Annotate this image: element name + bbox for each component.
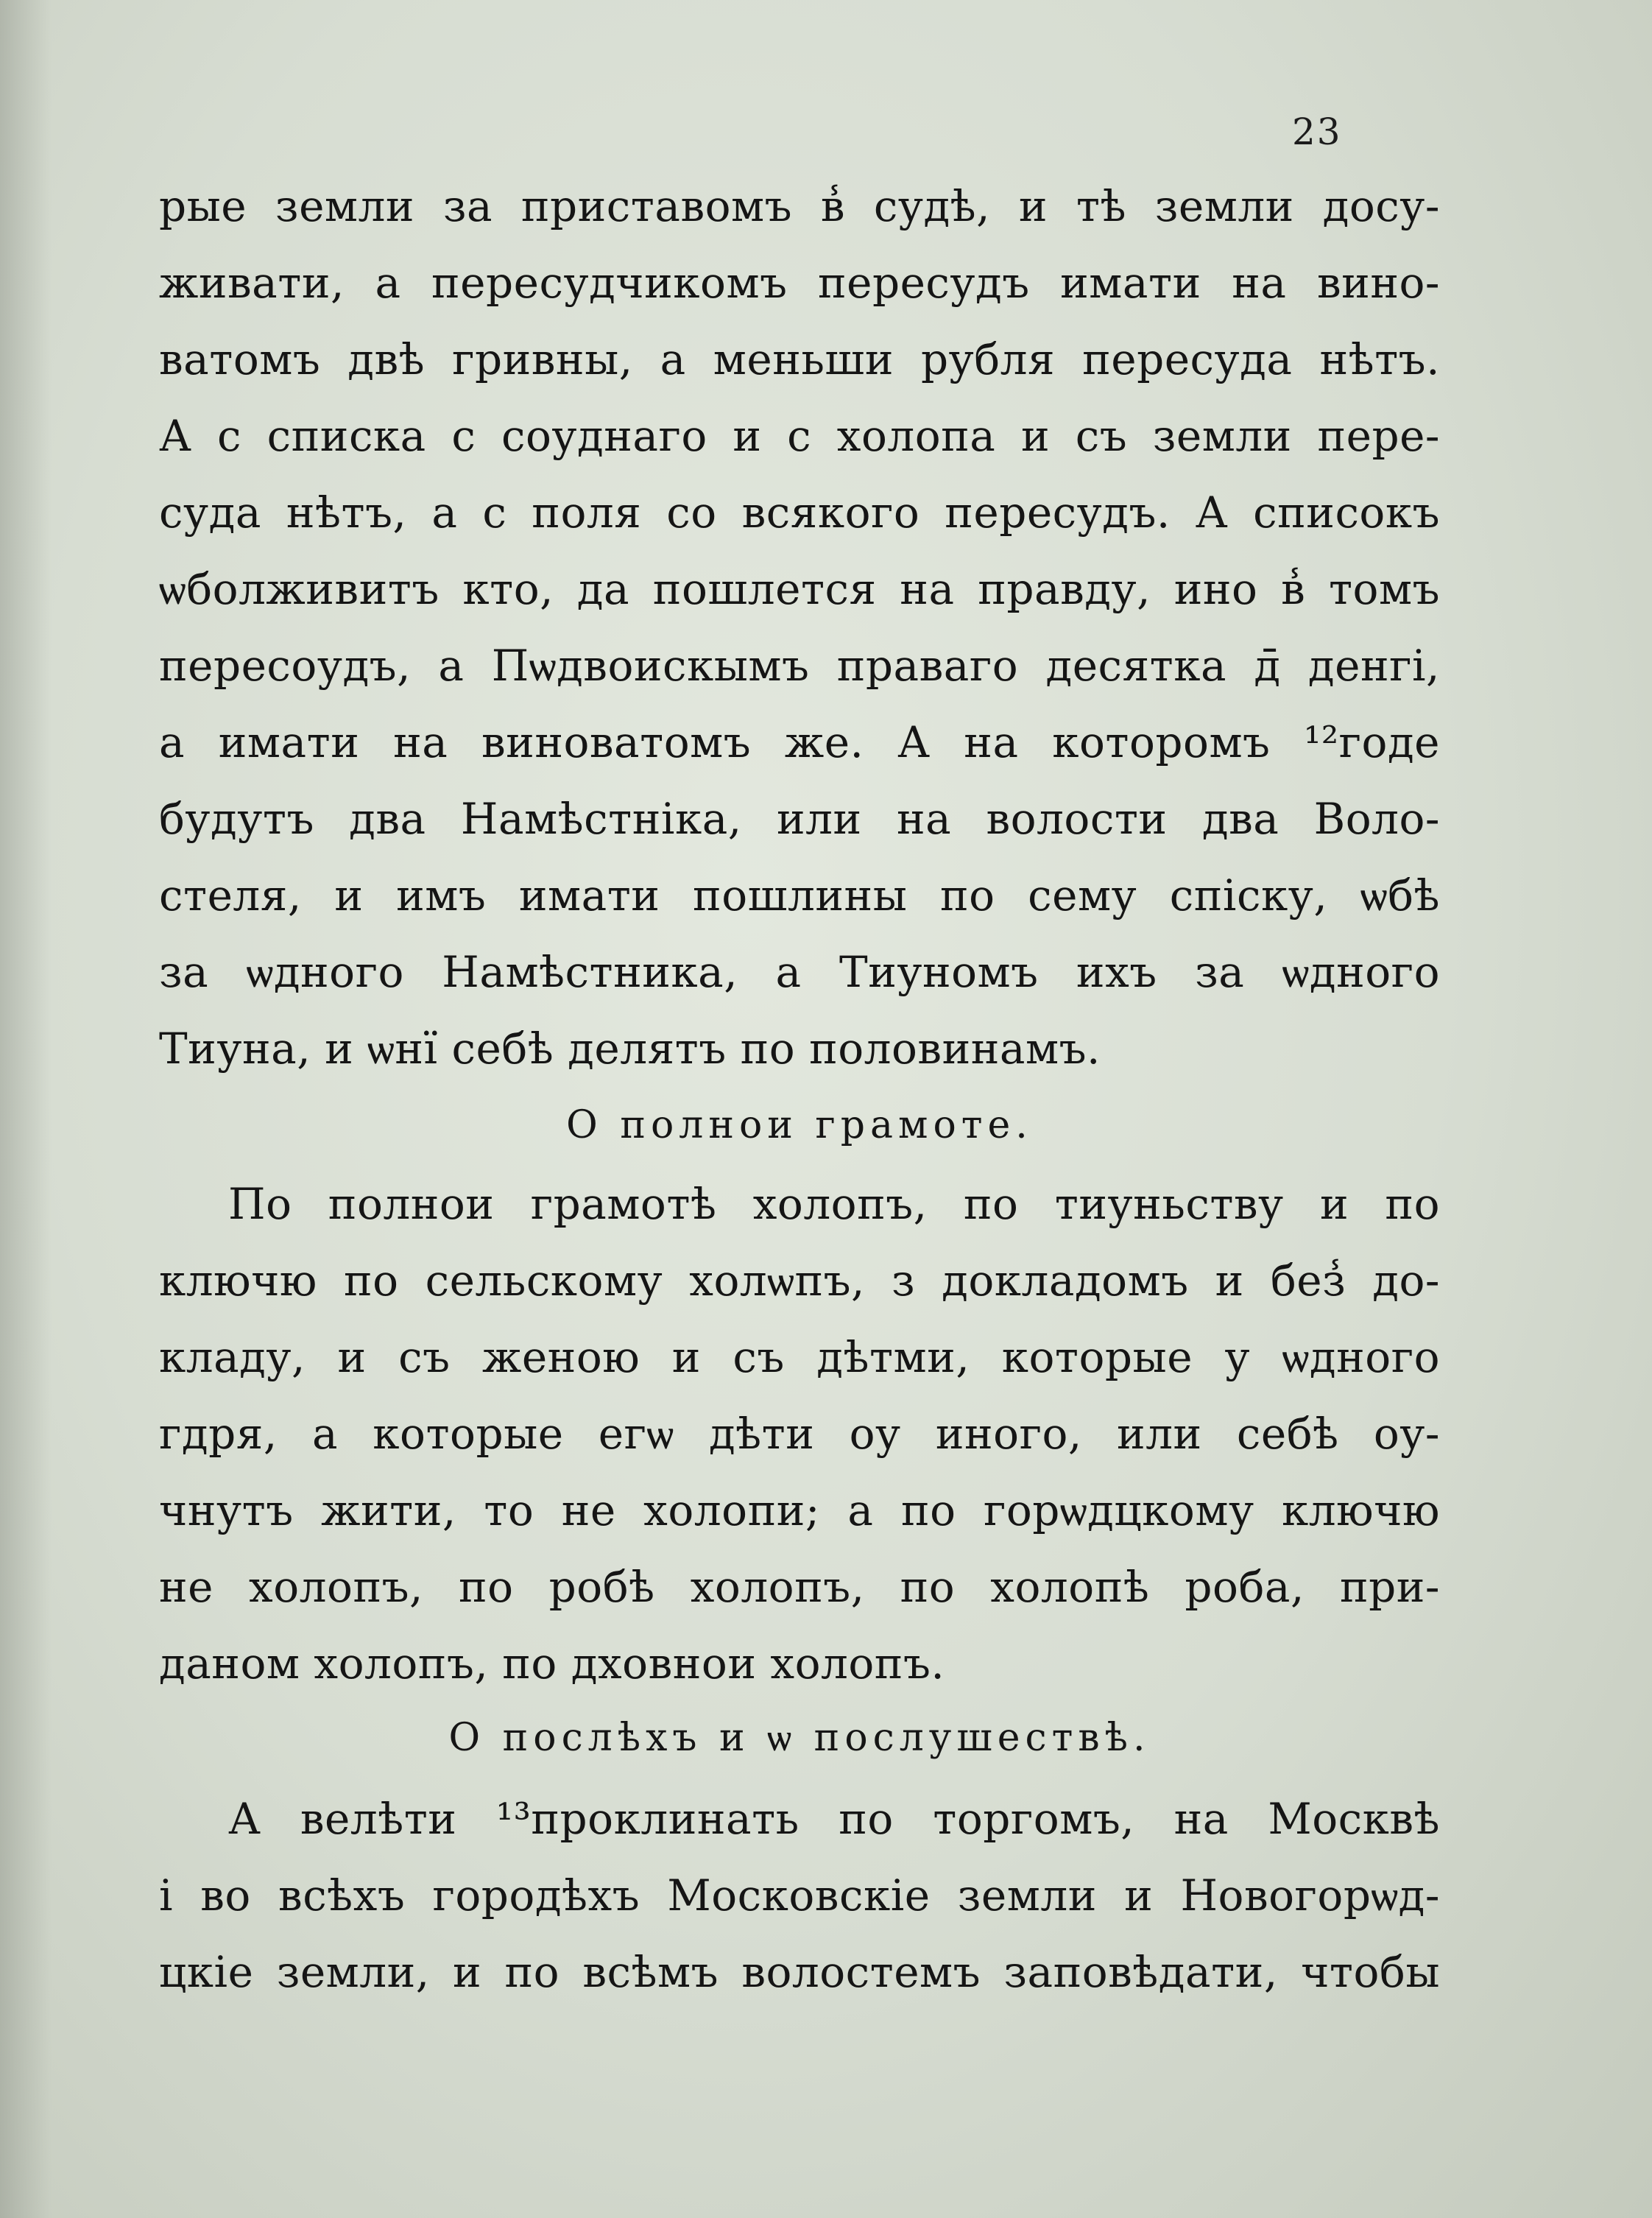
page-number: 23 (1292, 110, 1342, 153)
text-line: пересоудъ, а Пѡдвоискымъ праваго десятка д̄ денгі, (159, 641, 1440, 691)
text-line: суда нѣтъ, а с поля со всякого пересудъ. А списокъ (159, 487, 1440, 538)
text-line: не холопъ, по робѣ холопъ, по холопѣ роба, при- (159, 1562, 1440, 1612)
text-line: рые земли за приставомъ в̾ судѣ, и тѣ земли досу- (159, 181, 1440, 231)
text-line: і во всѣхъ городѣхъ Московскіе земли и Новогорѡд- (159, 1870, 1440, 1920)
text-line: стеля, и имъ имати пошлины по сему спіску, ѡбѣ (159, 870, 1440, 920)
text-line: цкіе земли, и по всѣмъ волостемъ заповѣдати, чтобы (159, 1947, 1440, 1997)
text-line: кладу, и съ женою и съ дѣтми, которые у ѡдного (159, 1332, 1440, 1382)
text-line: будутъ два Намѣстніка, или на волости два Воло- (159, 794, 1440, 844)
text-line: живати, а пересудчикомъ пересудъ имати на вино- (159, 258, 1440, 308)
text-line: ватомъ двѣ гривны, а меньши рубля пересуда нѣтъ. (159, 334, 1440, 384)
text-line: А с списка с соуднаго и с холопа и съ земли пере- (159, 411, 1440, 461)
text-line: По полнои грамотѣ холопъ, по тиуньству и по (228, 1179, 1440, 1229)
text-line: гдря, а которые егѡ дѣти оу иного, или себѣ оу- (159, 1409, 1440, 1459)
text-line: Тиуна, и ѡнї себѣ делятъ по половинамъ. (159, 1024, 1101, 1074)
page-gutter-shadow (0, 0, 52, 2218)
section-heading: О полнои грамоте. (566, 1103, 1033, 1147)
text-line: а имати на виноватомъ же. А на которомъ ¹²годе (159, 717, 1440, 767)
text-line: за ѡдного Намѣстника, а Тиуномъ ихъ за ѡдного (159, 947, 1440, 997)
text-line: даном холопъ, по дховнои холопъ. (159, 1638, 945, 1689)
text-line: чнутъ жити, то не холопи; а по горѡдцкому ключю (159, 1485, 1440, 1535)
text-line: ключю по сельскому холѡпъ, з докладомъ и без̾ до- (159, 1256, 1440, 1306)
section-heading: О послѣхъ и ѡ послушествѣ. (448, 1716, 1151, 1760)
text-line: А велѣти ¹³проклинать по торгомъ, на Москвѣ (228, 1794, 1440, 1844)
text-line: ѡболживитъ кто, да пошлется на правду, ино в̾ томъ (159, 564, 1440, 614)
